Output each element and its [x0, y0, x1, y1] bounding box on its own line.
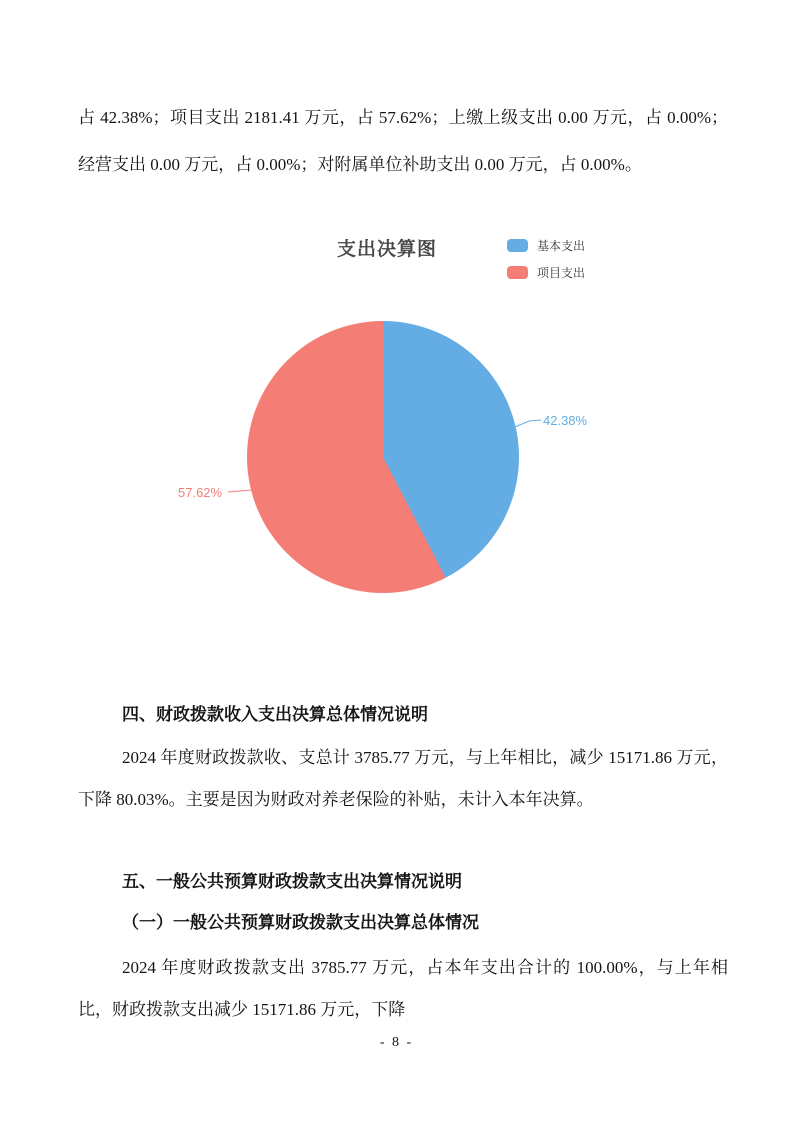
- legend-label-basic: 基本支出: [537, 239, 586, 253]
- chart-title: 支出决算图: [337, 239, 438, 260]
- pie-graphic: [247, 321, 519, 593]
- pie-label-basic: 42.38%: [543, 413, 588, 428]
- section-4-heading: 四、财政拨款收入支出决算总体情况说明: [122, 705, 428, 724]
- leader-line-basic: [515, 420, 541, 427]
- section-5-heading: 五、一般公共预算财政拨款支出决算情况说明: [122, 872, 462, 891]
- section-4-paragraph: 2024 年度财政拨款收、支总计 3785.77 万元，与上年相比，减少 15171.86 万元，下降 80.03%。主要是因为财政对养老保险的补贴，未计入本年决算。: [78, 748, 728, 809]
- legend-item-project: [507, 264, 585, 281]
- paragraph-expenditure-continuation: 占 42.38%；项目支出 2181.41 万元，占 57.62%；上缴上级支出 0.00 万元，占 0.00%；经营支出 0.00 万元，占 0.00%；对附属单位补助支出 0.00 万元，占 0.00%。: [78, 108, 728, 174]
- section-5-paragraph: 2024 年度财政拨款支出 3785.77 万元，占本年支出合计的 100.00%，与上年相比，财政拨款支出减少 15171.86 万元，下降: [78, 958, 728, 1019]
- leader-line-project: [228, 490, 252, 492]
- chart-legend: [507, 237, 585, 281]
- legend-swatch-project-icon: [507, 266, 528, 279]
- page-number: - 8 -: [379, 1035, 414, 1050]
- legend-label-project: 项目支出: [537, 266, 586, 280]
- pie-label-project: 57.62%: [178, 485, 223, 500]
- legend-item-basic: [507, 237, 585, 254]
- legend-swatch-basic-icon: [507, 239, 528, 252]
- section-5-1-heading: （一）一般公共预算财政拨款支出决算总体情况: [122, 913, 479, 932]
- expenditure-pie-chart: [0, 225, 793, 625]
